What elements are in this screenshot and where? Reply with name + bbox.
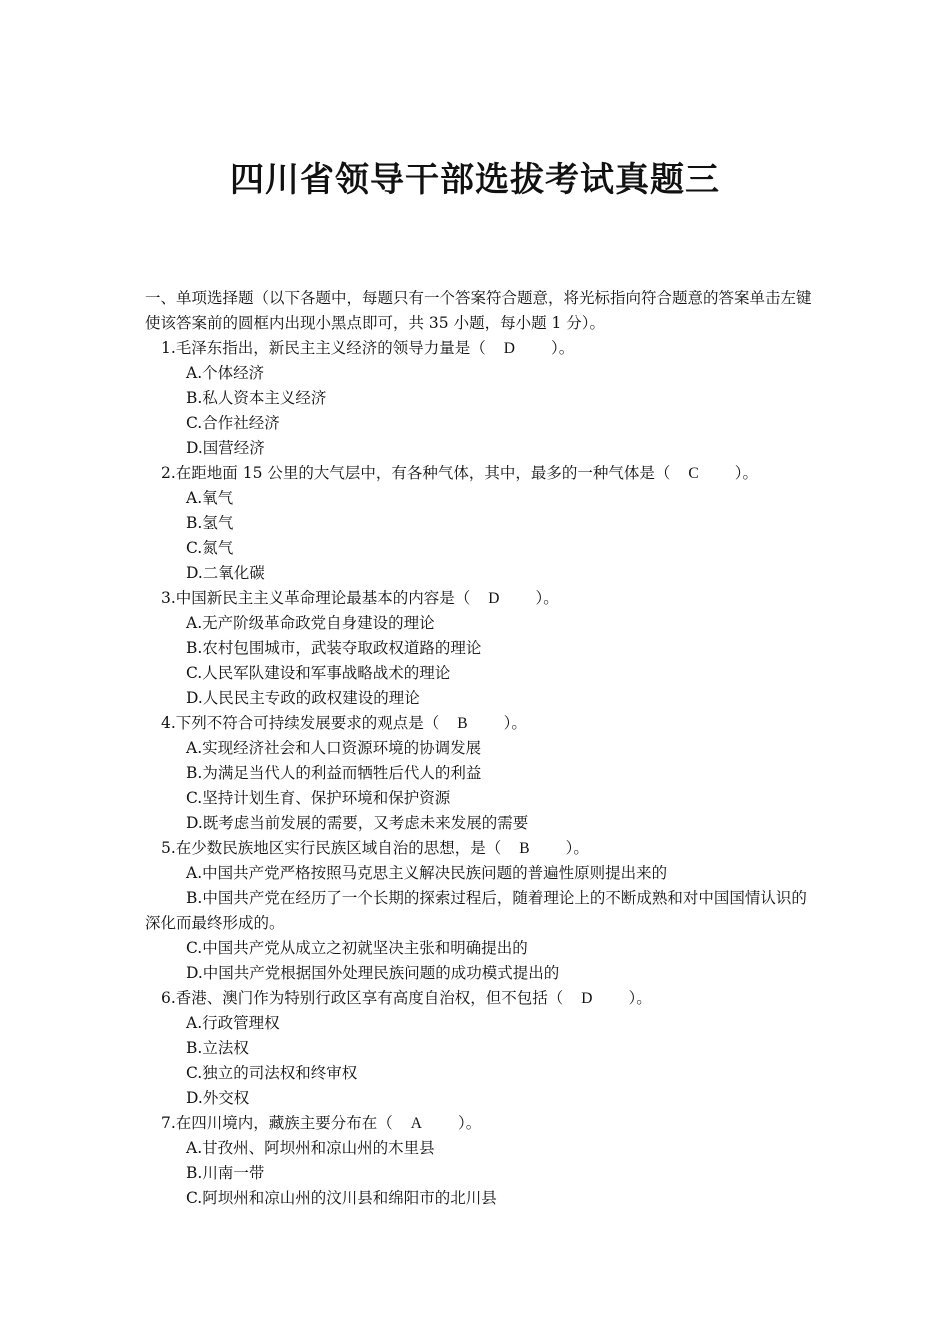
answer-option[interactable]: C.坚持计划生育、保护环境和保护资源 bbox=[186, 789, 451, 807]
answer-option[interactable]: D.人民民主专政的政权建设的理论 bbox=[186, 689, 420, 707]
answer-option[interactable]: C.独立的司法权和终审权 bbox=[186, 1064, 358, 1082]
question-answer: D bbox=[503, 340, 515, 357]
answer-option[interactable]: B.为满足当代人的利益而牺牲后代人的利益 bbox=[186, 764, 482, 782]
answer-option[interactable]: D.二氧化碳 bbox=[186, 564, 265, 582]
question-stem-close: ）。 bbox=[458, 1114, 482, 1132]
answer-option[interactable]: A.个体经济 bbox=[186, 364, 265, 382]
question-stem-text: 2.在距地面 15 公里的大气层中，有各种气体，其中，最多的一种气体是（ bbox=[161, 464, 671, 482]
answer-option[interactable]: D.中国共产党根据国外处理民族问题的成功模式提出的 bbox=[186, 964, 560, 982]
answer-option[interactable]: B.川南一带 bbox=[186, 1164, 265, 1182]
question-answer: B bbox=[457, 715, 468, 732]
question-stem-close: ）。 bbox=[503, 714, 527, 732]
answer-option[interactable]: A.中国共产党严格按照马克思主义解决民族问题的普遍性原则提出来的 bbox=[186, 864, 668, 882]
question-stem bbox=[145, 336, 813, 361]
question-stem-close: ）。 bbox=[565, 839, 589, 857]
question-item bbox=[145, 336, 813, 461]
question-stem-close: ）。 bbox=[551, 339, 575, 357]
question-stem-text: 7.在四川境内，藏族主要分布在（ bbox=[161, 1114, 393, 1132]
question-stem bbox=[145, 836, 813, 861]
question-item bbox=[145, 586, 813, 711]
question-answer: D bbox=[488, 590, 500, 607]
question-stem-close: ）。 bbox=[535, 589, 559, 607]
section-intro: 一、单项选择题（以下各题中，每题只有一个答案符合题意，将光标指向符合题意的答案单击左键使该答案前的圆框内出现小黑点即可，共 35 小题，每小题 1 分）。 bbox=[145, 289, 812, 332]
answer-option[interactable]: B.氢气 bbox=[186, 514, 234, 532]
question-stem bbox=[145, 461, 813, 486]
answer-option[interactable]: B.立法权 bbox=[186, 1039, 249, 1057]
answer-option[interactable]: C.氮气 bbox=[186, 539, 234, 557]
question-item bbox=[145, 986, 813, 1111]
question-item bbox=[145, 711, 813, 836]
document-body bbox=[145, 286, 813, 1211]
answer-option[interactable]: A.行政管理权 bbox=[186, 1014, 280, 1032]
answer-option[interactable]: C.中国共产党从成立之初就坚决主张和明确提出的 bbox=[186, 939, 528, 957]
answer-option[interactable]: A.无产阶级革命政党自身建设的理论 bbox=[186, 614, 435, 632]
question-answer: A bbox=[410, 1115, 422, 1132]
question-answer: D bbox=[581, 990, 593, 1007]
answer-option[interactable]: C.人民军队建设和军事战略战术的理论 bbox=[186, 664, 451, 682]
question-stem-text: 1.毛泽东指出，新民主主义经济的领导力量是（ bbox=[161, 339, 486, 357]
question-stem bbox=[145, 586, 813, 611]
question-stem-text: 4.下列不符合可持续发展要求的观点是（ bbox=[161, 714, 440, 732]
question-stem bbox=[145, 711, 813, 736]
answer-option[interactable]: B.中国共产党在经历了一个长期的探索过程后，随着理论上的不断成熟和对中国国情认识的深化而最终形成的。 bbox=[145, 889, 807, 932]
answer-option[interactable]: B.私人资本主义经济 bbox=[186, 389, 327, 407]
question-stem bbox=[145, 986, 813, 1011]
answer-option[interactable]: D.既考虑当前发展的需要，又考虑未来发展的需要 bbox=[186, 814, 529, 832]
question-item bbox=[145, 461, 813, 586]
question-stem-close: ）。 bbox=[628, 989, 652, 1007]
question-list bbox=[145, 336, 813, 1211]
answer-option[interactable]: D.外交权 bbox=[186, 1089, 250, 1107]
answer-option[interactable]: A.氧气 bbox=[186, 489, 234, 507]
answer-option[interactable]: A.实现经济社会和人口资源环境的协调发展 bbox=[186, 739, 482, 757]
question-item bbox=[145, 836, 813, 986]
answer-option[interactable]: B.农村包围城市，武装夺取政权道路的理论 bbox=[186, 639, 482, 657]
question-answer: B bbox=[519, 840, 530, 857]
question-stem-close: ）。 bbox=[734, 464, 758, 482]
answer-option[interactable]: A.甘孜州、阿坝州和凉山州的木里县 bbox=[186, 1139, 435, 1157]
question-stem bbox=[145, 1111, 813, 1136]
question-item bbox=[145, 1111, 813, 1211]
question-answer: C bbox=[688, 465, 699, 482]
answer-option[interactable]: C.合作社经济 bbox=[186, 414, 280, 432]
question-stem-text: 6.香港、澳门作为特别行政区享有高度自治权，但不包括（ bbox=[161, 989, 564, 1007]
question-stem-text: 5.在少数民族地区实行民族区域自治的思想，是（ bbox=[161, 839, 502, 857]
answer-option[interactable]: C.阿坝州和凉山州的汶川县和绵阳市的北川县 bbox=[186, 1189, 497, 1207]
answer-option[interactable]: D.国营经济 bbox=[186, 439, 265, 457]
question-stem-text: 3.中国新民主主义革命理论最基本的内容是（ bbox=[161, 589, 471, 607]
page-title: 四川省领导干部选拔考试真题三 bbox=[230, 160, 720, 200]
